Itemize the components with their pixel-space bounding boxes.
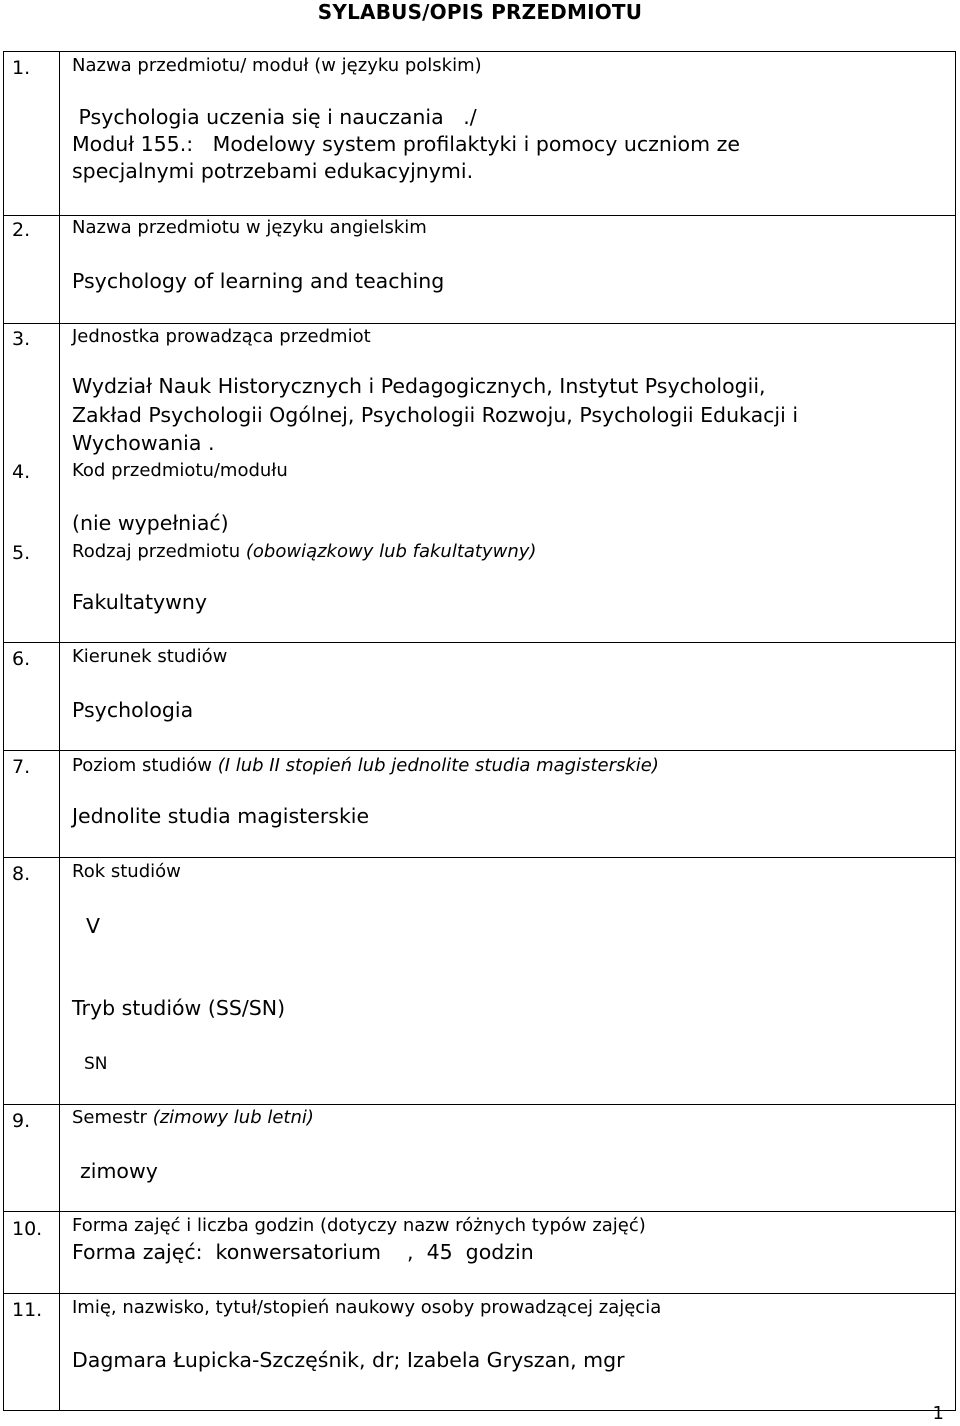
section-10-number: 10. [12, 1218, 43, 1240]
section-11-value: Dagmara Łupicka-Szczęśnik, dr; Izabela Gryszan, mgr [72, 1348, 625, 1372]
section-6-number: 6. [12, 648, 31, 670]
section-2-label: Nazwa przedmiotu w języku angielskim [72, 217, 427, 238]
section-7-label-note: (I lub II stopień lub jednolite studia magisterskie) [217, 755, 659, 776]
row-divider [3, 1211, 956, 1212]
section-3-number: 3. [12, 328, 31, 350]
section-8-sub-value: SN [84, 1054, 108, 1074]
section-5-label-note: (obowiązkowy lub fakultatywny) [245, 541, 537, 562]
section-1-value-line-2: Moduł 155.: Modelowy system profilaktyki i pomocy uczniom ze [72, 132, 740, 156]
section-9-label [72, 1106, 314, 1130]
section-6-value: Psychologia [72, 698, 194, 722]
section-9-value: zimowy [80, 1159, 158, 1183]
row-divider [3, 1293, 956, 1294]
section-7-number: 7. [12, 756, 31, 778]
section-7-value: Jednolite studia magisterskie [72, 804, 370, 828]
section-4-label: Kod przedmiotu/modułu [72, 460, 288, 481]
section-4-number: 4. [12, 461, 31, 483]
section-9-label-text: Semestr [72, 1107, 147, 1128]
section-1-number: 1. [12, 57, 31, 79]
page-number: 1 [932, 1403, 944, 1424]
section-8-label: Rok studiów [72, 861, 181, 882]
column-divider [59, 51, 60, 1411]
section-3-value-line-1: Wydział Nauk Historycznych i Pedagogicznych, Instytut Psychologii, [72, 374, 766, 398]
section-7-label [72, 754, 659, 778]
section-8-sub-label: Tryb studiów (SS/SN) [72, 996, 286, 1020]
section-11-label: Imię, nazwisko, tytuł/stopień naukowy osoby prowadzącej zajęcia [72, 1297, 662, 1318]
section-2-value: Psychology of learning and teaching [72, 269, 445, 293]
section-3-label: Jednostka prowadząca przedmiot [72, 326, 371, 347]
section-11-number: 11. [12, 1299, 43, 1321]
row-divider [3, 750, 956, 751]
section-7-label-text: Poziom studiów [72, 755, 212, 776]
section-8-number: 8. [12, 863, 31, 885]
section-5-label-text: Rodzaj przedmiotu [72, 541, 241, 562]
section-5-value: Fakultatywny [72, 590, 208, 614]
section-5-number: 5. [12, 542, 31, 564]
document-title: SYLABUS/OPIS PRZEDMIOTU [317, 0, 643, 24]
syllabus-table [3, 51, 956, 1411]
section-2-number: 2. [12, 219, 31, 241]
row-divider [3, 1104, 956, 1105]
section-6-label: Kierunek studiów [72, 646, 228, 667]
section-8-value: V [86, 914, 101, 938]
row-divider [3, 323, 956, 324]
section-1-value-line-1: Psychologia uczenia się i nauczania ./ [72, 105, 477, 129]
section-1-value-line-3: specjalnymi potrzebami edukacyjnymi. [72, 159, 474, 183]
row-divider [3, 857, 956, 858]
section-1-label: Nazwa przedmiotu/ moduł (w języku polskim) [72, 55, 482, 76]
section-3-value-line-2: Zakład Psychologii Ogólnej, Psychologii Rozwoju, Psychologii Edukacji i [72, 403, 799, 427]
section-4-value: (nie wypełniać) [72, 511, 229, 535]
row-divider [3, 642, 956, 643]
section-9-label-note: (zimowy lub letni) [152, 1107, 314, 1128]
section-3-value-line-3: Wychowania . [72, 431, 215, 455]
section-5-label [72, 540, 536, 564]
section-10-value: Forma zajęć: konwersatorium , 45 godzin [72, 1240, 534, 1264]
section-9-number: 9. [12, 1110, 31, 1132]
section-10-label: Forma zajęć i liczba godzin (dotyczy nazw różnych typów zajęć) [72, 1215, 646, 1236]
